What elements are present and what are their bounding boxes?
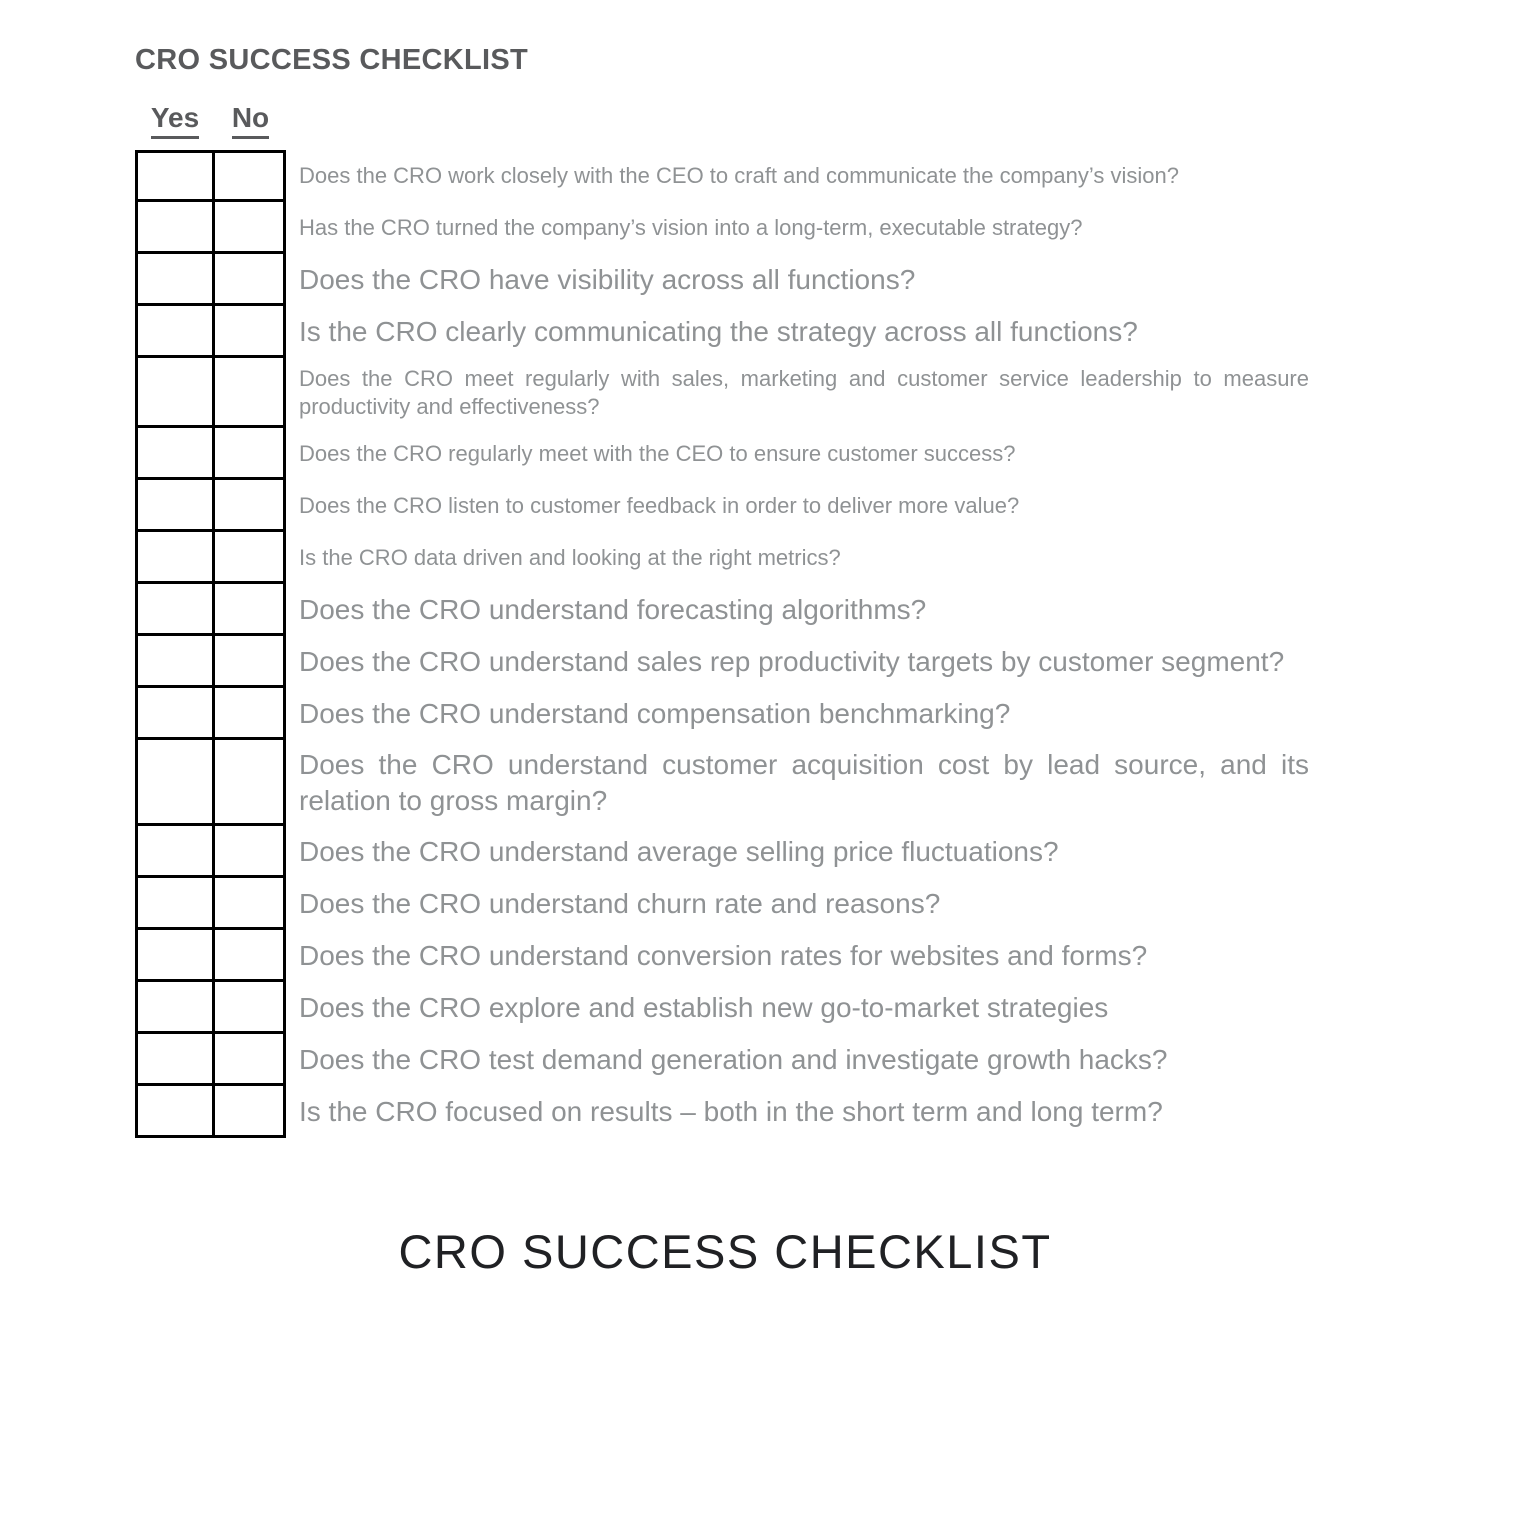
yes-checkbox[interactable] [138, 930, 215, 982]
yes-checkbox[interactable] [138, 358, 215, 428]
question-text: Does the CRO understand churn rate and reasons? [299, 887, 941, 919]
table-row [135, 358, 1375, 428]
checkbox-cells [135, 254, 286, 306]
checklist-table [135, 150, 1375, 1138]
question-text: Does the CRO listen to customer feedback in order to deliver more value? [299, 492, 1020, 518]
table-row [135, 150, 1375, 202]
yes-checkbox[interactable] [138, 153, 215, 202]
question-text: Does the CRO meet regularly with sales, marketing and customer service leadership to measure productivity and effectiveness? [299, 365, 1309, 419]
yes-checkbox[interactable] [138, 826, 215, 878]
no-checkbox[interactable] [215, 930, 286, 982]
table-row [135, 254, 1375, 306]
no-checkbox[interactable] [215, 532, 286, 584]
table-row [135, 636, 1375, 688]
table-row [135, 688, 1375, 740]
checkbox-cells [135, 740, 286, 826]
column-headers [135, 103, 1536, 139]
yes-checkbox[interactable] [138, 1034, 215, 1086]
no-checkbox[interactable] [215, 358, 286, 428]
no-column-header-label: No [232, 103, 269, 139]
page-title: CRO SUCCESS CHECKLIST [135, 44, 528, 76]
checkbox-cells [135, 306, 286, 358]
checkbox-cells [135, 428, 286, 480]
question-text: Does the CRO understand sales rep productivity targets by customer segment? [299, 645, 1285, 677]
yes-checkbox[interactable] [138, 740, 215, 826]
question-text: Does the CRO understand forecasting algorithms? [299, 593, 927, 625]
question-text: Does the CRO have visibility across all functions? [299, 263, 916, 295]
checkbox-cells [135, 982, 286, 1034]
checkbox-cells [135, 878, 286, 930]
yes-checkbox[interactable] [138, 254, 215, 306]
checkbox-cells [135, 480, 286, 532]
yes-checkbox[interactable] [138, 532, 215, 584]
yes-checkbox[interactable] [138, 306, 215, 358]
yes-checkbox[interactable] [138, 982, 215, 1034]
table-row [135, 428, 1375, 480]
checkbox-cells [135, 1034, 286, 1086]
checkbox-cells [135, 636, 286, 688]
question-text: Does the CRO understand compensation benchmarking? [299, 697, 1011, 729]
yes-checkbox[interactable] [138, 878, 215, 930]
table-row [135, 982, 1375, 1034]
yes-column-header [135, 103, 215, 139]
no-checkbox[interactable] [215, 1086, 286, 1138]
table-row [135, 740, 1375, 826]
checkbox-cells [135, 202, 286, 254]
yes-checkbox[interactable] [138, 1086, 215, 1138]
question-text: Has the CRO turned the company’s vision into a long-term, executable strategy? [299, 214, 1083, 240]
checkbox-cells [135, 584, 286, 636]
checkbox-cells [135, 930, 286, 982]
table-row [135, 878, 1375, 930]
yes-checkbox[interactable] [138, 202, 215, 254]
question-text: Does the CRO test demand generation and investigate growth hacks? [299, 1043, 1168, 1075]
checkbox-cells [135, 688, 286, 740]
table-row [135, 306, 1375, 358]
no-checkbox[interactable] [215, 740, 286, 826]
table-row [135, 826, 1375, 878]
no-checkbox[interactable] [215, 153, 286, 202]
no-checkbox[interactable] [215, 982, 286, 1034]
checkbox-cells [135, 826, 286, 878]
no-checkbox[interactable] [215, 306, 286, 358]
no-checkbox[interactable] [215, 480, 286, 532]
yes-checkbox[interactable] [138, 428, 215, 480]
yes-checkbox[interactable] [138, 480, 215, 532]
table-row [135, 930, 1375, 982]
table-row [135, 480, 1375, 532]
question-text: Does the CRO regularly meet with the CEO to ensure customer success? [299, 440, 1016, 466]
no-checkbox[interactable] [215, 254, 286, 306]
yes-checkbox[interactable] [138, 584, 215, 636]
no-checkbox[interactable] [215, 878, 286, 930]
no-checkbox[interactable] [215, 1034, 286, 1086]
checkbox-cells [135, 1086, 286, 1138]
checkbox-cells [135, 532, 286, 584]
table-row [135, 1086, 1375, 1138]
no-checkbox[interactable] [215, 428, 286, 480]
table-row [135, 1034, 1375, 1086]
no-checkbox[interactable] [215, 688, 286, 740]
table-row [135, 202, 1375, 254]
question-text: Does the CRO understand average selling price fluctuations? [299, 835, 1059, 867]
no-checkbox[interactable] [215, 636, 286, 688]
yes-column-header-label: Yes [151, 103, 199, 139]
no-checkbox[interactable] [215, 826, 286, 878]
question-text: Does the CRO explore and establish new go-to-market strategies [299, 991, 1109, 1023]
checkbox-cells [135, 358, 286, 428]
table-row [135, 584, 1375, 636]
question-text: Does the CRO understand conversion rates for websites and forms? [299, 939, 1148, 971]
question-text: Does the CRO work closely with the CEO to craft and communicate the company’s vision? [299, 162, 1179, 188]
footer [135, 1226, 1315, 1278]
no-checkbox[interactable] [215, 202, 286, 254]
question-text: Does the CRO understand customer acquisition cost by lead source, and its relation to gross margin? [299, 748, 1309, 816]
footer-title: CRO SUCCESS CHECKLIST [398, 1224, 1052, 1278]
checkbox-cells [135, 150, 286, 202]
no-column-header [215, 103, 286, 139]
question-text: Is the CRO focused on results – both in the short term and long term? [299, 1095, 1163, 1127]
table-row [135, 532, 1375, 584]
question-text: Is the CRO clearly communicating the strategy across all functions? [299, 315, 1138, 347]
yes-checkbox[interactable] [138, 636, 215, 688]
yes-checkbox[interactable] [138, 688, 215, 740]
question-text: Is the CRO data driven and looking at the right metrics? [299, 544, 841, 570]
no-checkbox[interactable] [215, 584, 286, 636]
